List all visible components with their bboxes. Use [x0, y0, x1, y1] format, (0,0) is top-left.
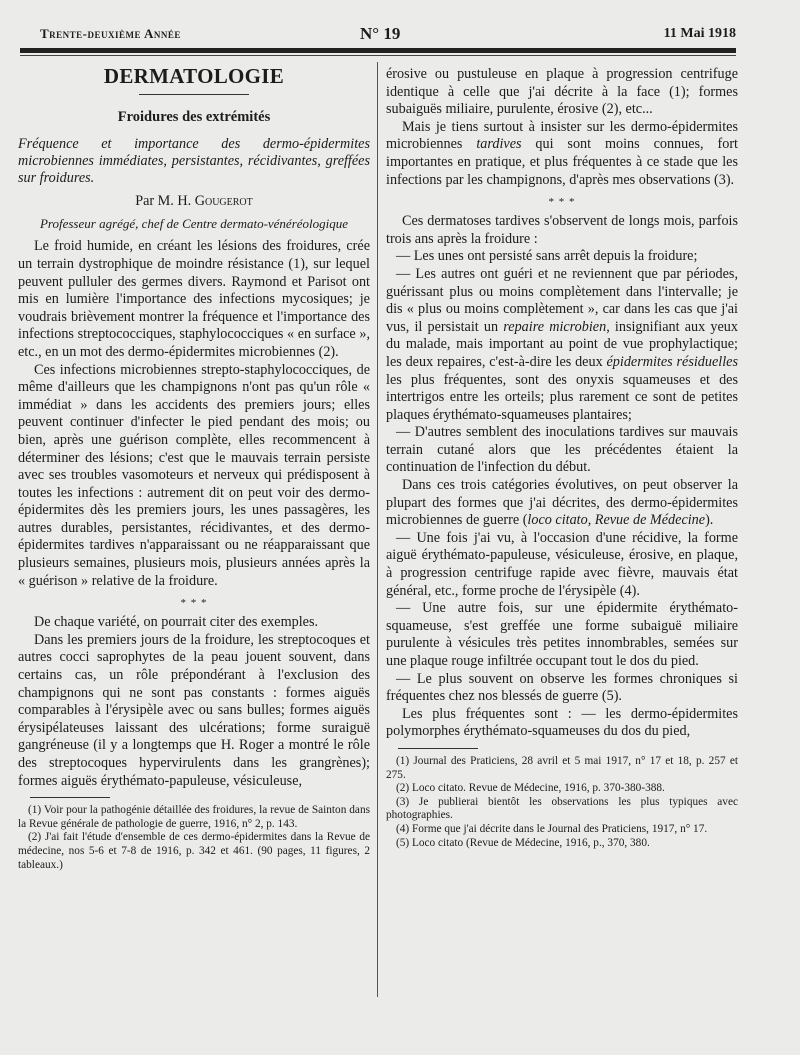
footnote: (2) J'ai fait l'étude d'ensemble de ces dermo-épidermites dans la Revue de médecine, nos 5-6 et 7-8 de 1916, p. 342 et 461. (90 pages, 11 figures, 2 tableaux.)	[18, 831, 370, 871]
asterism: * * *	[548, 196, 576, 209]
author-line	[18, 193, 370, 211]
paragraph: De chaque variété, on pourrait citer des exemples.	[34, 614, 319, 631]
issue-date: 11 Mai 1918	[663, 26, 736, 41]
article-title: Froidures des extrémités	[117, 108, 271, 125]
emphasis: tardives	[476, 136, 522, 153]
paragraph: Ces infections microbiennes strepto-staphylococciques, de même d'ailleurs que les champignons n'ont pas qu'un rôle « immédiat » dans les accidents des premiers jours; elles peuvent continuer d'infecter le pied pendant des mois; ou bien, après une guérison complète, elles recommencent à déterminer des lésions; c'est que le mauvais terrain persiste avec ses troubles vasomoteurs et nerveux qui prédisposent à toutes les infections : autrement dit on peut voir des dermo-épidermites dès les premiers jours, les unes passagères, les autres durables, persistantes, récidivantes, et des dermo-épidermites tardives n'apparaissant ou ne réapparaissant que plusieurs semaines, plusieurs mois, plusieurs années après la « guérison » relative de la froidure.	[18, 361, 370, 589]
dash-item: — Une autre fois, sur une épidermite érythémato-squameuse, s'est greffée une forme subaiguë miliaire purulente à vésicules très petites innombrables, semées sur une plaque rouge infiltrée occupant tout le dos du pied.	[386, 600, 738, 669]
dash-item: — D'autres semblent des inoculations tardives sur mauvais terrain cutané alors que les précédentes étaient la continuation de l'infection du début.	[386, 424, 738, 476]
paragraph	[386, 477, 738, 530]
title-rule	[139, 94, 249, 95]
text-run: , insignifiant aux yeux du malade, mais important au point de vue prophylactique; les deux repaires, c'est-à-dire les deux	[386, 318, 738, 370]
dash-item	[386, 266, 738, 424]
footnote: (2) Loco citato. Revue de Médecine, 1916, p. 370-380-388.	[396, 782, 665, 795]
left-column	[18, 66, 370, 872]
running-header	[40, 24, 736, 44]
paragraph	[386, 119, 738, 189]
dash-item: — Les unes ont persisté sans arrêt depuis la froidure;	[396, 248, 698, 265]
paragraph: Le froid humide, en créant les lésions des froidures, crée un terrain dystrophique de moindre résistance (1), sur lequel peuvent pulluler des germes divers. Raymond et Parisot ont mis en lumière l'importance des infections mycosiques; je voudrais brièvement montrer la fréquence et l'importance des infections streptococciques, staphylococciques « en surface », etc., en un mot des dermo-épidermites microbiennes (2).	[18, 238, 370, 360]
footnotes-left	[18, 804, 370, 872]
right-column	[386, 66, 738, 850]
emphasis: loco citato, Revue de Médecine	[527, 512, 706, 529]
paragraph: Les plus fréquentes sont : — les dermo-épidermites polymorphes érythémato-squameuses du dos du pied,	[386, 705, 738, 740]
paragraph: Ces dermatoses tardives s'observent de longs mois, parfois trois ans après la froidure :	[386, 213, 738, 247]
author-name: Gougerot	[194, 193, 253, 210]
header-rule-thick	[20, 48, 736, 53]
issue-number: N° 19	[360, 24, 401, 43]
footnote-rule	[30, 797, 110, 798]
asterism: * * *	[180, 597, 208, 610]
text-run: ).	[705, 512, 714, 529]
article-subtitle: Fréquence et importance des dermo-épidermites microbiennes immédiates, persistantes, récidivantes, greffées sur froidures.	[18, 136, 370, 187]
section-title: DERMATOLOGIE	[103, 64, 285, 88]
header-rule-thin	[20, 55, 736, 56]
text-run: — Les autres ont guéri et ne reviennent que par périodes, guérissant plus ou moins complètement dans l'intervalle; je dis « plus ou moins complètement », car dans les cas que j'ai vus, il persistait un	[386, 265, 738, 335]
paragraph: érosive ou pustuleuse en plaque à progression centrifuge identique à celle que j'ai décrite à la face (1); formes subaiguës miliaire, purulente, érosive (2), etc...	[386, 66, 738, 118]
emphasis: épidermites résiduelles	[606, 353, 738, 370]
footnote: (1) Voir pour la pathogénie détaillée des froidures, la revue de Sainton dans la Revue générale de pathologie de guerre, 1916, n° 2, p. 143.	[18, 804, 370, 830]
text-run: les plus fréquentes, sont des onyxis squameuses et des intertrigos entre les orteils; plus rarement ce sont de petites plaques érythémato-squameuses plantaires;	[386, 371, 738, 423]
footnotes-right	[386, 755, 738, 850]
dash-item: — Une fois j'ai vu, à l'occasion d'une récidive, la forme aiguë érythémato-papuleuse, vésiculeuse, érosive, en plaque, à progression centrifuge rapide avec fièvre, mauvais état général, etc., forme proche de l'érysipèle (4).	[386, 529, 738, 599]
author-affiliation: Professeur agrégé, chef de Centre dermato-vénéréologique	[39, 215, 349, 231]
emphasis: repaire microbien	[503, 318, 607, 335]
dash-item: — Le plus souvent on observe les formes chroniques si fréquentes chez nos blessés de guerre (5).	[386, 670, 738, 705]
footnote: (1) Journal des Praticiens, 28 avril et 5 mai 1917, n° 17 et 18, p. 257 et 275.	[386, 754, 738, 781]
column-divider	[377, 62, 378, 997]
text-run: Mais je tiens surtout à insister sur les dermo-épidermites microbiennes	[386, 118, 738, 153]
footnote: (5) Loco citato (Revue de Médecine, 1916, p., 370, 380.	[396, 836, 650, 849]
footnote: (4) Forme que j'ai décrite dans le Journal des Praticiens, 1917, n° 17.	[396, 822, 708, 835]
paragraph: Dans les premiers jours de la froidure, les streptocoques et autres cocci saprophytes de la peau jouent souvent, dans certains cas, un rôle prépondérant à l'exclusion des champignons qui ne sont pas constants : formes aiguës comparables à l'érysipèle avec ou sans bulles; formes aiguës érysipélateuses laissant des ulcérations; forme suraiguë gangréneuse (il y a longtemps que H. Roger a montré le rôle des streptocoques hypervirulents dans les grangrènes); formes aiguës érythémato-papuleuse, vésiculeuse,	[18, 631, 370, 789]
footnote: (3) Je publierai bientôt les observations les plus typiques avec photographies.	[386, 795, 738, 822]
author-prefix: Par M. H.	[135, 193, 192, 210]
text-run: Dans ces trois catégories évolutives, on peut observer la plupart des formes que j'ai décrites, des dermo-épidermites microbiennes de guerre (	[386, 477, 738, 529]
text-run: qui sont moins connues, fort importantes en pratique, et plus fréquentes à ce stade que les infections par les champignons, d'après mes observations (3).	[386, 136, 738, 188]
footnote-rule	[398, 748, 478, 749]
volume-label: Trente-deuxième Année	[40, 26, 181, 41]
